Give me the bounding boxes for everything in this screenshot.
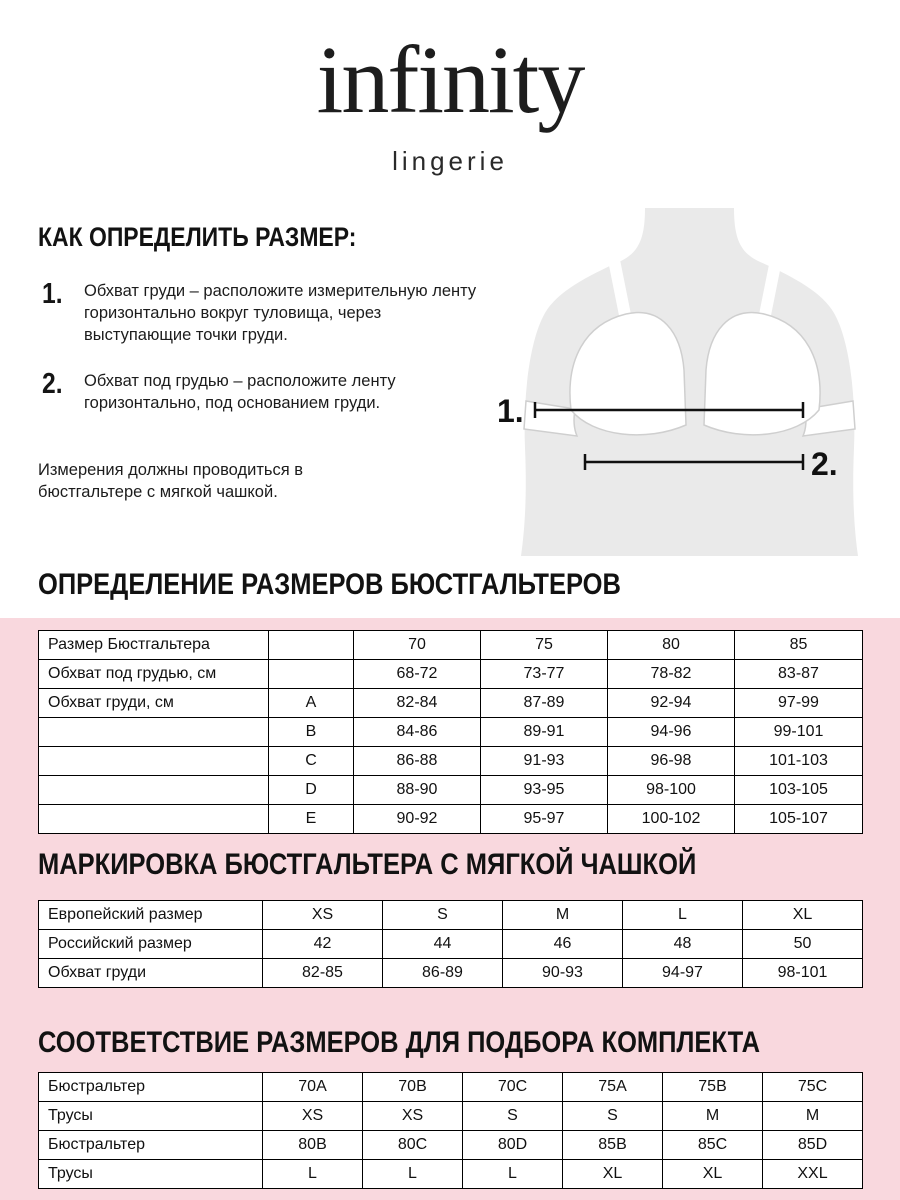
measurement-note: Измерения должны проводиться в бюстгальтере с мягкой чашкой. (38, 461, 304, 501)
table-row (39, 776, 863, 805)
table-cell: XL (663, 1160, 763, 1189)
table-cell: 73-77 (481, 660, 608, 689)
table-cell: 85B (563, 1131, 663, 1160)
table-cell: Российский размер (39, 930, 263, 959)
table-cell: 82-85 (263, 959, 383, 988)
step-1-text: Обхват груди – расположите измерительную ленту горизонтально вокруг туловища, через выступающие точки груди. (84, 282, 477, 344)
table-cell: 105-107 (735, 805, 863, 834)
table-cell: 99-101 (735, 718, 863, 747)
table-cell: 80 (608, 631, 735, 660)
step-2-number: 2. (42, 368, 63, 400)
step-2-text: Обхват под грудью – расположите ленту горизонтально, под основанием груди. (84, 372, 396, 412)
table-cell: XS (263, 1102, 363, 1131)
brand-tagline: lingerie (392, 146, 508, 176)
bust-line-label: 1. (497, 393, 524, 429)
table-cell: Бюстральтер (39, 1073, 263, 1102)
table-cell: 48 (623, 930, 743, 959)
table-cell: 95-97 (481, 805, 608, 834)
table-row (39, 805, 863, 834)
table-cell: 78-82 (608, 660, 735, 689)
table-cell: 46 (503, 930, 623, 959)
table-row (39, 689, 863, 718)
table-cell: L (463, 1160, 563, 1189)
table-cell (269, 660, 354, 689)
set-matching-section-title (38, 1026, 887, 1060)
table-row (39, 1073, 863, 1102)
table-row (39, 660, 863, 689)
table-cell: L (363, 1160, 463, 1189)
table-row (39, 718, 863, 747)
table-row (39, 901, 863, 930)
table-cell: M (663, 1102, 763, 1131)
table-cell: 75C (763, 1073, 863, 1102)
how-to-title (38, 222, 413, 253)
step-1-number: 1. (42, 278, 63, 310)
table-cell: 70B (363, 1073, 463, 1102)
table-cell: 80D (463, 1131, 563, 1160)
table-cell: Трусы (39, 1102, 263, 1131)
table-cell: 85 (735, 631, 863, 660)
table-row (39, 959, 863, 988)
table-cell: 82-84 (354, 689, 481, 718)
table-row (39, 631, 863, 660)
bra-sizes-section-title (38, 568, 724, 602)
table-cell: Европейский размер (39, 901, 263, 930)
bra-sizes-title-text: ОПРЕДЕЛЕНИЕ РАЗМЕРОВ БЮСТГАЛЬТЕРОВ (38, 568, 621, 601)
table-row (39, 1102, 863, 1131)
table-row (39, 930, 863, 959)
table-cell: 88-90 (354, 776, 481, 805)
table-cell: 92-94 (608, 689, 735, 718)
table-cell (39, 747, 269, 776)
table-cell (39, 718, 269, 747)
table-cell: 70A (263, 1073, 363, 1102)
table-cell: XL (563, 1160, 663, 1189)
table-cell: 75 (481, 631, 608, 660)
table-cell: 75A (563, 1073, 663, 1102)
table-cell (269, 631, 354, 660)
set-matching-title-text: СООТВЕТСТВИЕ РАЗМЕРОВ ДЛЯ ПОДБОРА КОМПЛЕКТА (38, 1026, 760, 1059)
table-cell: XS (263, 901, 383, 930)
soft-cup-section-title (38, 848, 812, 882)
table-cell: 96-98 (608, 747, 735, 776)
table-cell: XS (363, 1102, 463, 1131)
table-cell: 98-100 (608, 776, 735, 805)
table-cell: S (383, 901, 503, 930)
bra-size-table (38, 630, 863, 834)
table-cell (39, 776, 269, 805)
table-cell: 87-89 (481, 689, 608, 718)
table-cell: 103-105 (735, 776, 863, 805)
table-cell: D (269, 776, 354, 805)
table-cell: M (763, 1102, 863, 1131)
table-cell: 50 (743, 930, 863, 959)
table-cell: Обхват под грудью, см (39, 660, 269, 689)
table-cell: 42 (263, 930, 383, 959)
table-cell: 85D (763, 1131, 863, 1160)
table-cell: M (503, 901, 623, 930)
table-cell: S (563, 1102, 663, 1131)
table-cell: S (463, 1102, 563, 1131)
table-cell: C (269, 747, 354, 776)
table-cell: 90-93 (503, 959, 623, 988)
table-cell: Обхват груди, см (39, 689, 269, 718)
table-cell: 68-72 (354, 660, 481, 689)
table-cell: 93-95 (481, 776, 608, 805)
table-cell: 90-92 (354, 805, 481, 834)
table-row (39, 1131, 863, 1160)
table-cell: 70C (463, 1073, 563, 1102)
table-cell: 100-102 (608, 805, 735, 834)
table-cell: 86-88 (354, 747, 481, 776)
soft-cup-title-text: МАРКИРОВКА БЮСТГАЛЬТЕРА С МЯГКОЙ ЧАШКОЙ (38, 848, 697, 881)
table-cell: 89-91 (481, 718, 608, 747)
table-cell: 97-99 (735, 689, 863, 718)
table-cell: 80C (363, 1131, 463, 1160)
table-cell: 98-101 (743, 959, 863, 988)
table-cell: 70 (354, 631, 481, 660)
table-cell: XXL (763, 1160, 863, 1189)
table-cell: Трусы (39, 1160, 263, 1189)
table-cell: 86-89 (383, 959, 503, 988)
table-cell: Размер Бюстгальтера (39, 631, 269, 660)
brand-logo: infinity (316, 26, 584, 133)
table-cell: E (269, 805, 354, 834)
table-cell: 84-86 (354, 718, 481, 747)
torso-measurement-diagram (495, 198, 895, 560)
soft-cup-table (38, 900, 863, 988)
torso-illustration (495, 198, 895, 560)
table-cell: A (269, 689, 354, 718)
table-cell: 83-87 (735, 660, 863, 689)
table-cell: 91-93 (481, 747, 608, 776)
underbust-line-label: 2. (811, 446, 838, 482)
table-cell: 94-96 (608, 718, 735, 747)
table-cell: XL (743, 901, 863, 930)
table-cell: 75B (663, 1073, 763, 1102)
table-cell: B (269, 718, 354, 747)
table-cell: 85C (663, 1131, 763, 1160)
table-cell (39, 805, 269, 834)
table-row (39, 1160, 863, 1189)
table-cell: 94-97 (623, 959, 743, 988)
table-cell: 80B (263, 1131, 363, 1160)
table-cell: 44 (383, 930, 503, 959)
table-cell: L (263, 1160, 363, 1189)
table-cell: L (623, 901, 743, 930)
set-matching-table (38, 1072, 863, 1189)
table-cell: 101-103 (735, 747, 863, 776)
how-to-title-text: КАК ОПРЕДЕЛИТЬ РАЗМЕР: (38, 222, 357, 252)
table-cell: Бюстральтер (39, 1131, 263, 1160)
table-row (39, 747, 863, 776)
table-cell: Обхват груди (39, 959, 263, 988)
